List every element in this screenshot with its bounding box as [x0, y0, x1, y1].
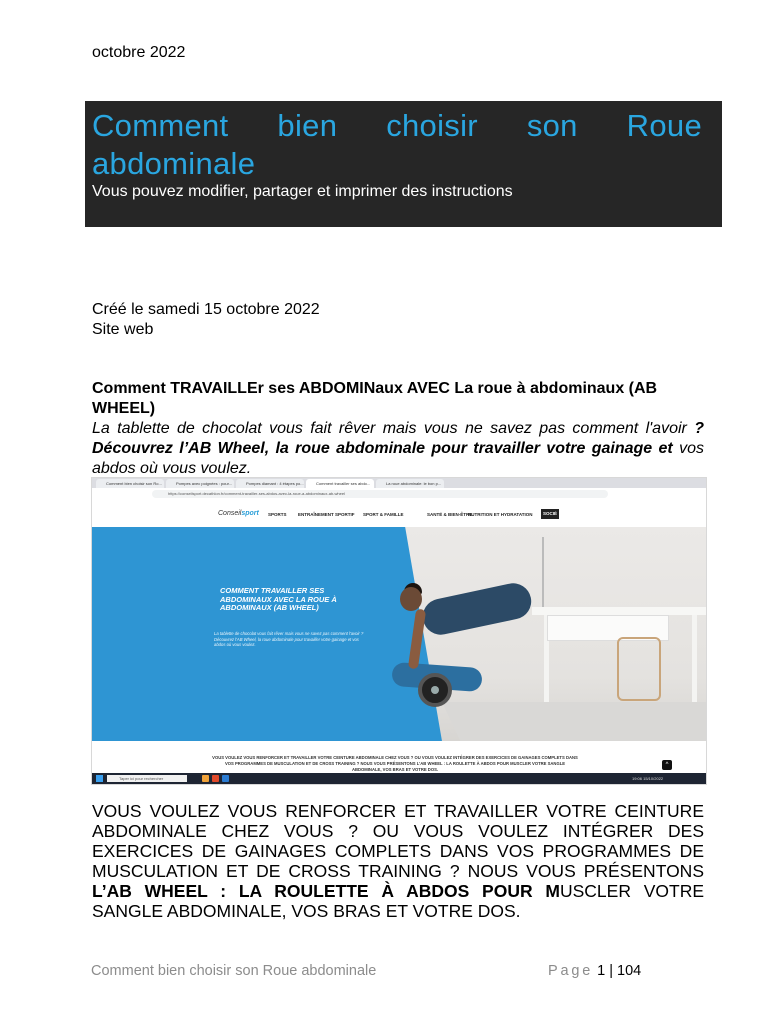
windows-taskbar	[92, 773, 706, 784]
lamp-shape	[542, 537, 544, 607]
title-banner	[85, 101, 722, 227]
taskbar-tray: 19:06 15/10/2022	[632, 776, 664, 781]
browser-tab: Comment travailler ses abdo...	[306, 479, 374, 488]
hero-body: La tablette de chocolat vous fait rêver mais vous ne savez pas comment l'avoir ? Découvrez l'AB Wheel, la roue abdominale pour travailler votre gainage et vos abdos où vous voulez.	[214, 631, 364, 647]
address-field: https://conseilsport.decathlon.fr/comment-travailler-ses-abdos-avec-la-roue-a-abdominaux-ab-wheel	[152, 490, 608, 498]
hero-caption	[92, 741, 706, 773]
section-lead: La tablette de chocolat vous fait rêver mais vous ne savez pas comment l'avoir ? Découvrez l’AB Wheel, la roue abdominale pour travailler votre gainage et vos abdos où vous voulez.	[92, 420, 704, 477]
nav-item: SANTÉ & BIEN-ÊTRE	[427, 512, 473, 517]
taskbar-search: Taper ici pour rechercher	[107, 775, 187, 782]
document-subtitle: Vous pouvez modifier, partager et imprimer des instructions	[92, 183, 513, 200]
page-total: 104	[617, 963, 642, 979]
browser-tab: Comment bien choisir son Ro...	[96, 479, 164, 488]
chair-shape	[617, 637, 661, 701]
body-paragraph: VOUS VOULEZ VOUS RENFORCER ET TRAVAILLER VOTRE CEINTURE ABDOMINALE CHEZ VOUS ? OU VOUS VOULEZ INTÉGRER DES EXERCICES DE GAINAGES COMPLETS DANS VOS PROGRAMMES DE MUSCULATION ET DE CROSS TRAINING ? NOUS VOUS PRÉSENTONS L’AB WHEEL : LA ROULETTE À ABDOS POUR MUSCLER VOTRE SANGLE ABDOMINALE, VOS BRAS ET VOTRE DOS.	[92, 801, 705, 921]
nav-item: SPORTS	[268, 512, 287, 517]
nav-item: SPORT & FAMILLE	[363, 512, 404, 517]
hero-headline: COMMENT TRAVAILLER SES ABDOMINAUX AVEC LA ROUE À ABDOMINAUX (AB WHEEL)	[220, 586, 337, 612]
source-label: Site web	[92, 321, 154, 338]
embedded-screenshot	[91, 477, 707, 785]
browser-icon	[212, 775, 219, 782]
folder-icon	[202, 775, 209, 782]
page-label: Page	[548, 963, 594, 979]
page-number: 1	[597, 963, 606, 979]
browser-tab: Pompes avec poignées : pour...	[166, 479, 234, 488]
word-icon	[222, 775, 229, 782]
created-date: Créé le samedi 15 octobre 2022	[92, 301, 320, 318]
scroll-top-icon: ^	[662, 760, 672, 770]
browser-tabbar	[92, 478, 706, 488]
nav-button: SOCIÉ	[541, 509, 559, 519]
article-section	[92, 379, 704, 479]
site-logo	[218, 510, 259, 517]
document-meta	[92, 300, 320, 340]
document-title: Comment bien choisir son Roue abdominale	[92, 108, 702, 181]
logo-main: Conseil	[218, 510, 242, 517]
browser-tab: La roue abdominale: le bon p...	[376, 479, 444, 488]
footer-page-number	[548, 963, 641, 979]
windows-start-icon	[96, 775, 103, 782]
desk-shape	[532, 607, 706, 615]
ab-wheel-icon	[418, 673, 452, 707]
person-head	[400, 587, 422, 611]
footer-title: Comment bien choisir son Roue abdominale	[91, 963, 377, 979]
nav-item: NUTRITION ET HYDRATATION	[468, 512, 533, 517]
hero-image	[92, 527, 706, 741]
logo-accent: sport	[241, 510, 259, 517]
nav-item: ENTRAÎNEMENT SPORTIF	[298, 512, 355, 517]
page-separator: |	[609, 963, 613, 979]
caption-text: VOUS VOULEZ VOUS RENFORCER ET TRAVAILLER VOTRE CEINTURE ABDOMINALE CHEZ VOUS ? OU VOUS VOULEZ INTÉGRER DES EXERCICES DE GAINAGES COMPLETS DANS VOS PROGRAMMES DE MUSCULATION ET DE CROSS TRAINING ? NOUS VOUS PRÉSENTONS L'AB WHEEL : LA ROULETTE À ABDOS POUR MUSCLER VOTRE SANGLE ABDOMINALE, VOS BRAS ET VOTRE DOS.	[212, 755, 578, 772]
browser-tab: Pompes diamant : 4 étapes po...	[236, 479, 304, 488]
site-navigation	[92, 500, 706, 527]
section-heading: Comment TRAVAILLEr ses ABDOMINaux AVEC La roue à abdominaux (AB WHEEL)	[92, 380, 658, 417]
header-date: octobre 2022	[92, 44, 186, 61]
